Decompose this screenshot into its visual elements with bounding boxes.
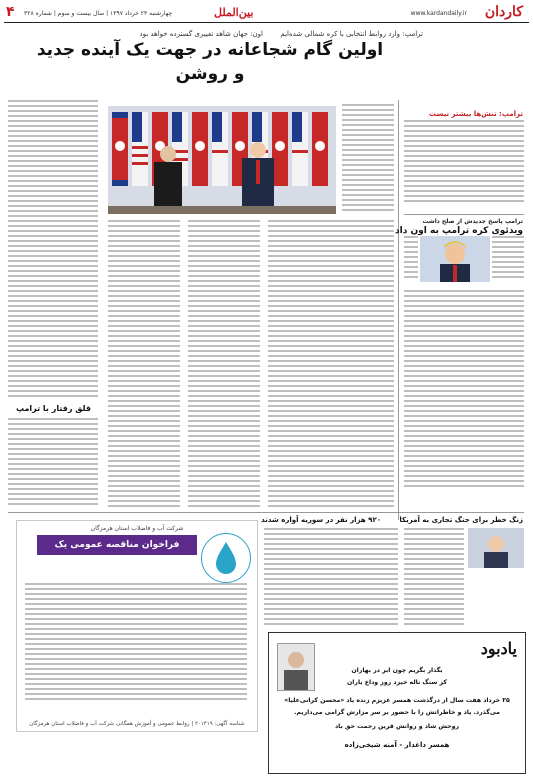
sidebar-continued-text: [404, 290, 524, 500]
sidebar-box-rule: [404, 214, 524, 215]
ad-title: فراخوان مناقصه عمومی یک مرحله‌ای (نوبت دوم): [37, 535, 197, 555]
portrait-image: [420, 236, 490, 282]
memorial-line-5: روحش شاد و روانش قرین رحمت حق باد: [334, 723, 460, 730]
column-divider: [398, 100, 399, 520]
ad-top-line: شرکت آب و فاضلاب استان هرمزگان: [90, 525, 184, 532]
syria-headline: ۹۲۰ هزار نفر در سوریه آواره شدند: [261, 516, 381, 524]
masthead: [4, 4, 529, 23]
g7-photo: [468, 528, 524, 568]
memorial-line-1: بگذار بگریم چون ابر در بهاران: [351, 667, 443, 674]
ad-body-text: [25, 583, 247, 707]
memorial-line-3: ۲۵ خرداد هفت سال از درگذشت همسر عزیزم زنده یاد «محسن کرانی‌علیا»: [284, 697, 510, 704]
memorial-notice: [268, 632, 526, 774]
portrait-photo: [420, 236, 490, 282]
lead-headline: اولین گام شجاعانه در جهت یک آینده جدید و روشن: [36, 40, 384, 84]
newspaper-logo: کاردان: [484, 4, 523, 20]
memorial-title: یادبود: [480, 639, 517, 658]
water-drop-logo-icon: [201, 533, 251, 583]
sidebar-text: [404, 120, 524, 210]
ad-footer: شناسه آگهی: ۲۰۱۴۱۹ | روابط عمومی و آموزش همگانی شرکت آب و فاضلاب استان هرمزگان: [29, 721, 245, 727]
section-title: بین‌الملل: [214, 6, 254, 19]
sidebar-box-text-b: [492, 236, 524, 282]
us-nk-flags-photo: [108, 106, 336, 214]
lead-kicker-right: ترامپ: وارد روابط انتخابی با کره شمالی شده‌ایم: [280, 30, 423, 38]
left-column-subhead: قلق رفتار با ترامپ: [16, 404, 91, 413]
memorial-line-2: کز سنگ ناله خیزد روز وداع یاران: [346, 679, 447, 686]
sidebar-box-kicker: ترامپ پاسخ جدیدش از صلح داشت: [422, 218, 523, 225]
left-column-text: [8, 100, 98, 400]
syria-text: [264, 528, 398, 628]
memorial-signature: همسر داغدار - آمنه شیخی‌زاده: [344, 741, 450, 749]
lead-photo: [108, 106, 336, 214]
lead-kicker-left: اون: جهان شاهد تغییری گسترده خواهد بود: [139, 30, 263, 38]
g7-text: [404, 528, 464, 628]
website-url: www.kardandaily.ir: [410, 10, 467, 17]
sidebar-box-headline: ویدئوی کره ترامپ به اون داد: [395, 226, 523, 236]
sidebar-title: ترامپ: تنش‌ها بیشتر نیست: [429, 110, 523, 118]
memorial-line-4: می‌گذرد. یاد و خاطراتش را با حضور بر سر مزارش گرامی می‌داریم.: [294, 709, 500, 716]
water-drop-icon: [202, 534, 250, 582]
tender-advertisement: [16, 520, 258, 732]
g7-headline: زنگ خطر برای جنگ تجاری به آمریکا: [399, 516, 523, 524]
sidebar-box-text-a: [404, 236, 418, 282]
left-column-lower-text: [8, 418, 98, 508]
dateline: چهارشنبه ۲۳ خرداد ۱۳۹۷ | سال بیست و سوم | شماره ۳۲۸: [24, 10, 173, 17]
lead-intro-text: [342, 104, 394, 214]
lower-section-rule: [8, 512, 524, 513]
body-column-1: [268, 220, 394, 510]
body-column-3: [108, 220, 180, 510]
g7-photo-image: [468, 528, 524, 568]
body-column-2: [188, 220, 260, 510]
page-number: ۴: [6, 4, 15, 20]
